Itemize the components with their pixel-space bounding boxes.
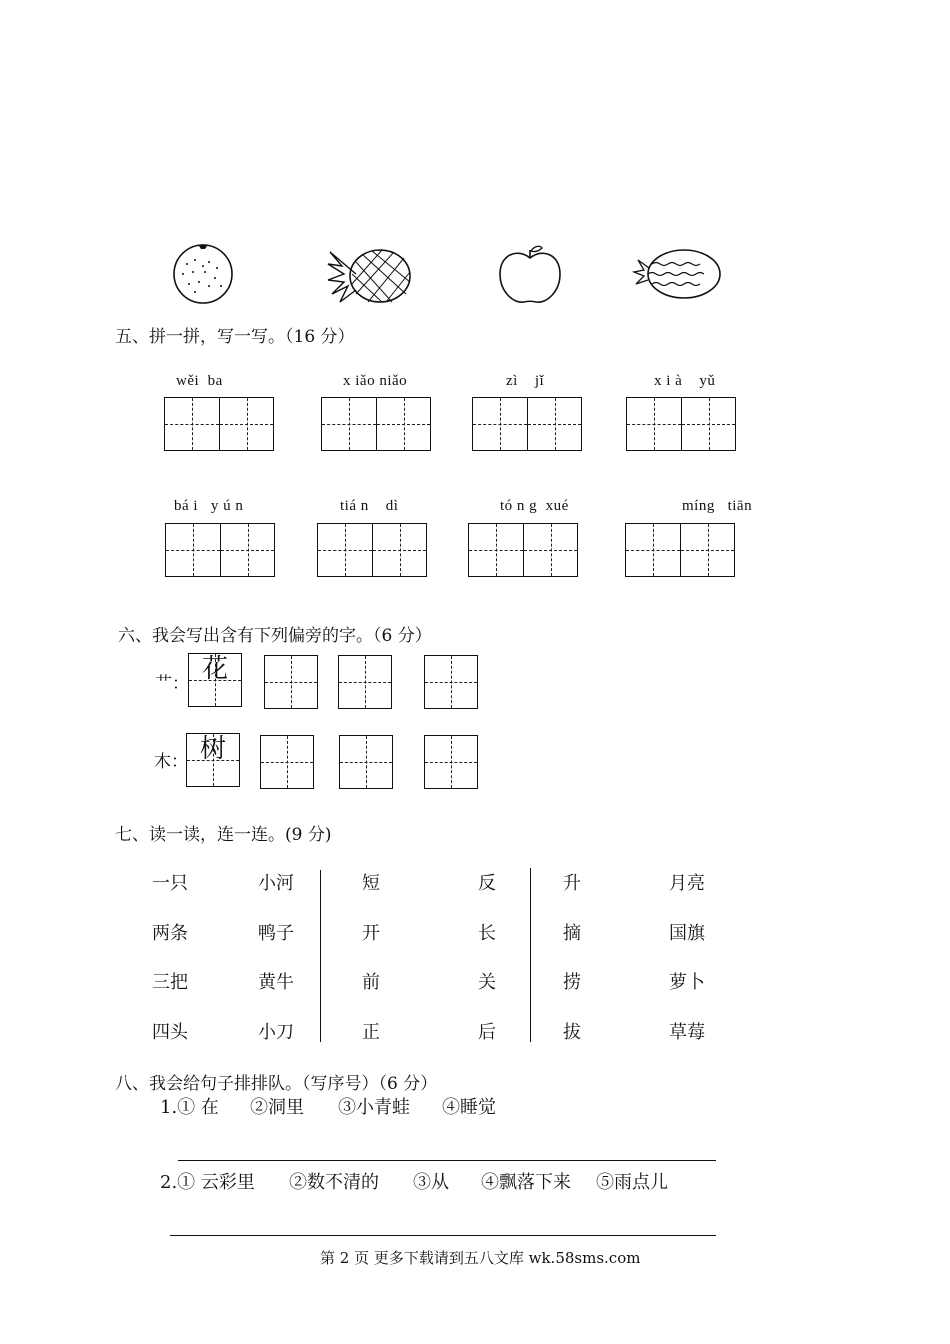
writing-box[interactable] (472, 397, 582, 451)
match-word[interactable]: 后 (478, 1022, 496, 1043)
writing-box[interactable] (468, 523, 578, 577)
answer-line[interactable] (170, 1235, 716, 1236)
match-word[interactable]: 国旗 (669, 923, 705, 944)
match-word[interactable]: 鸭子 (258, 923, 294, 944)
sentence-fragment: ⑤雨点儿 (596, 1172, 668, 1193)
match-word[interactable]: 关 (478, 972, 496, 993)
writing-box[interactable] (625, 523, 735, 577)
sentence-fragment: ②数不清的 (289, 1172, 379, 1193)
sentence-fragment: ③从 (413, 1172, 449, 1193)
match-word[interactable]: 反 (478, 873, 496, 894)
match-word[interactable]: 月亮 (669, 873, 705, 894)
writing-box[interactable] (317, 523, 427, 577)
pinyin-label: bá i y ú n (174, 498, 244, 514)
writing-box[interactable] (321, 397, 431, 451)
pineapple-icon (326, 244, 416, 306)
pinyin-label: míng tiān (682, 498, 753, 514)
apple-icon (496, 244, 564, 306)
match-word[interactable]: 开 (362, 923, 380, 944)
match-word[interactable]: 两条 (152, 923, 188, 944)
group-divider (320, 870, 321, 1042)
match-word[interactable]: 一只 (152, 873, 188, 894)
writing-box[interactable] (626, 397, 736, 451)
example-box (186, 733, 240, 787)
writing-box[interactable] (165, 523, 275, 577)
match-word[interactable]: 升 (563, 873, 581, 894)
sentence-fragment: 1.① 在 (160, 1097, 219, 1118)
sentence-fragment: ②洞里 (250, 1097, 304, 1118)
match-word[interactable]: 四头 (152, 1022, 188, 1043)
writing-box[interactable] (260, 735, 314, 789)
sentence-fragment: ④睡觉 (442, 1097, 496, 1118)
match-word[interactable]: 前 (362, 972, 380, 993)
pinyin-label: wěi ba (176, 373, 223, 389)
page-footer: 第 2 页 更多下载请到五八文库 wk.58sms.com (320, 1249, 641, 1267)
example-box (188, 653, 242, 707)
sentence-fragment: 2.① 云彩里 (160, 1172, 255, 1193)
radical-label: 木： (154, 752, 188, 772)
sentence-fragment: ④飘落下来 (481, 1172, 571, 1193)
pinyin-label: zì jǐ (506, 373, 545, 389)
section6-heading: 六、我会写出含有下列偏旁的字。（6 分） (118, 626, 432, 646)
match-word[interactable]: 摘 (563, 923, 581, 944)
orange-icon (165, 242, 243, 304)
section8-heading: 八、我会给句子排排队。（写序号）（6 分） (115, 1074, 438, 1094)
pinyin-label: tó n g xué (500, 498, 569, 514)
match-word[interactable]: 三把 (152, 972, 188, 993)
match-word[interactable]: 正 (362, 1022, 380, 1043)
match-word[interactable]: 小河 (258, 873, 294, 894)
pinyin-label: tiá n dì (340, 498, 399, 514)
match-word[interactable]: 萝卜 (669, 972, 705, 993)
example-char: 花 (201, 654, 228, 684)
writing-box[interactable] (164, 397, 274, 451)
sentence-fragment: ③小青蛙 (338, 1097, 410, 1118)
example-char: 树 (199, 734, 226, 764)
match-word[interactable]: 草莓 (669, 1022, 705, 1043)
match-word[interactable]: 拔 (563, 1022, 581, 1043)
section7-heading: 七、读一读，连一连。(9 分) (115, 825, 332, 845)
radical-label: 艹： (155, 674, 189, 694)
match-word[interactable]: 短 (362, 873, 380, 894)
writing-box[interactable] (424, 655, 478, 709)
answer-line[interactable] (178, 1160, 716, 1161)
group-divider (530, 868, 531, 1042)
match-word[interactable]: 小刀 (258, 1022, 294, 1043)
pinyin-label: x iǎo niǎo (343, 373, 408, 389)
pinyin-label: x i à yǔ (654, 373, 716, 389)
writing-box[interactable] (264, 655, 318, 709)
writing-box[interactable] (338, 655, 392, 709)
writing-box[interactable] (424, 735, 478, 789)
match-word[interactable]: 捞 (563, 972, 581, 993)
match-word[interactable]: 黄牛 (258, 972, 294, 993)
match-word[interactable]: 长 (478, 923, 496, 944)
watermelon-icon (632, 246, 724, 302)
section5-heading: 五、拼一拼，写一写。（16 分） (115, 327, 355, 347)
writing-box[interactable] (339, 735, 393, 789)
